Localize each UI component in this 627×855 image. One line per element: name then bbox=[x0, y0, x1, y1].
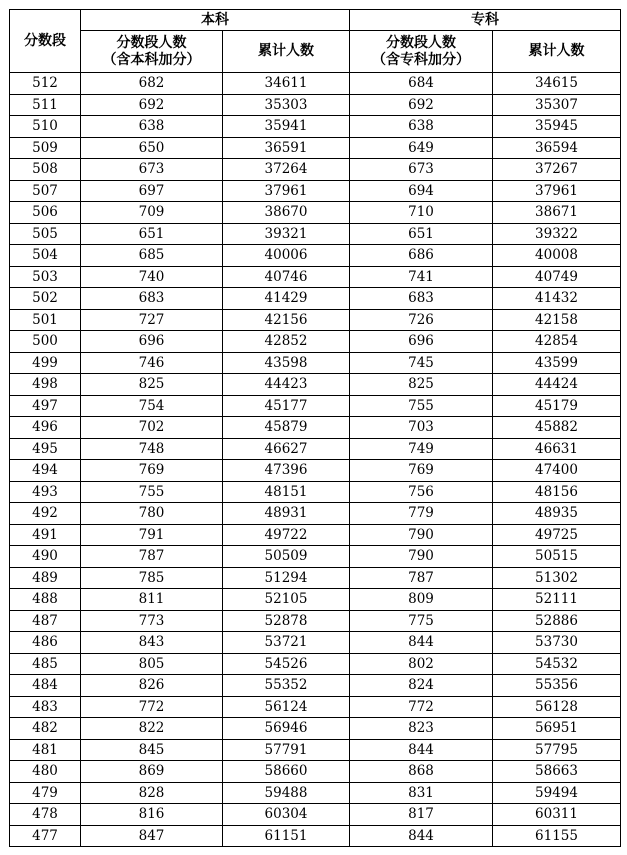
score-cell: 492 bbox=[10, 503, 81, 525]
undergrad-count-cell: 869 bbox=[81, 761, 223, 783]
undergrad-cumulative-cell: 57791 bbox=[223, 739, 350, 761]
junior-count-cell: 749 bbox=[350, 438, 493, 460]
score-cell: 498 bbox=[10, 374, 81, 396]
junior-count-cell: 844 bbox=[350, 632, 493, 654]
junior-cumulative-cell: 50515 bbox=[493, 546, 621, 568]
undergrad-count-cell: 685 bbox=[81, 245, 223, 267]
undergrad-cumulative-cell: 59488 bbox=[223, 782, 350, 804]
undergrad-count-cell: 651 bbox=[81, 223, 223, 245]
undergrad-count-cell: 825 bbox=[81, 374, 223, 396]
score-cell: 478 bbox=[10, 804, 81, 826]
junior-cumulative-cell: 45882 bbox=[493, 417, 621, 439]
undergrad-cumulative-cell: 47396 bbox=[223, 460, 350, 482]
junior-cumulative-cell: 37961 bbox=[493, 180, 621, 202]
undergrad-count-cell: 727 bbox=[81, 309, 223, 331]
junior-count-cell: 817 bbox=[350, 804, 493, 826]
junior-cumulative-cell: 42158 bbox=[493, 309, 621, 331]
table-row bbox=[10, 223, 621, 245]
undergrad-cumulative-cell: 48151 bbox=[223, 481, 350, 503]
junior-count-cell: 844 bbox=[350, 739, 493, 761]
undergrad-cumulative-cell: 51294 bbox=[223, 567, 350, 589]
score-cell: 497 bbox=[10, 395, 81, 417]
score-cell: 479 bbox=[10, 782, 81, 804]
junior-cumulative-cell: 57795 bbox=[493, 739, 621, 761]
junior-count-cell: 694 bbox=[350, 180, 493, 202]
table-row bbox=[10, 73, 621, 95]
undergrad-count-cell: 785 bbox=[81, 567, 223, 589]
undergrad-count-cell: 769 bbox=[81, 460, 223, 482]
junior-cumulative-cell: 49725 bbox=[493, 524, 621, 546]
score-cell: 486 bbox=[10, 632, 81, 654]
undergrad-count-label: 分数段人数 bbox=[116, 34, 187, 51]
score-cell: 495 bbox=[10, 438, 81, 460]
undergrad-cumulative-cell: 55352 bbox=[223, 675, 350, 697]
undergrad-count-cell: 811 bbox=[81, 589, 223, 611]
undergrad-cumulative-cell: 60304 bbox=[223, 804, 350, 826]
junior-count-cell: 809 bbox=[350, 589, 493, 611]
score-cell: 512 bbox=[10, 73, 81, 95]
table-row bbox=[10, 524, 621, 546]
junior-count-note: （含专科加分） bbox=[372, 51, 470, 68]
table-row bbox=[10, 804, 621, 826]
junior-count-cell: 726 bbox=[350, 309, 493, 331]
table-row bbox=[10, 309, 621, 331]
junior-count-cell: 741 bbox=[350, 266, 493, 288]
table-row bbox=[10, 546, 621, 568]
table-row bbox=[10, 782, 621, 804]
score-cell: 480 bbox=[10, 761, 81, 783]
junior-cumulative-cell: 39322 bbox=[493, 223, 621, 245]
undergrad-cumulative-cell: 58660 bbox=[223, 761, 350, 783]
score-cell: 505 bbox=[10, 223, 81, 245]
junior-cumulative-cell: 42854 bbox=[493, 331, 621, 353]
score-cell: 504 bbox=[10, 245, 81, 267]
junior-cumulative-cell: 56128 bbox=[493, 696, 621, 718]
undergrad-count-cell: 702 bbox=[81, 417, 223, 439]
undergrad-cumulative-cell: 50509 bbox=[223, 546, 350, 568]
junior-count-header bbox=[350, 31, 493, 73]
undergrad-count-cell: 748 bbox=[81, 438, 223, 460]
table-row bbox=[10, 696, 621, 718]
table-row bbox=[10, 180, 621, 202]
undergrad-cumulative-cell: 61151 bbox=[223, 825, 350, 847]
table-row bbox=[10, 825, 621, 847]
score-cell: 506 bbox=[10, 202, 81, 224]
score-cell: 499 bbox=[10, 352, 81, 374]
table-row bbox=[10, 159, 621, 181]
undergrad-header: 本科 bbox=[81, 10, 350, 31]
undergrad-cumulative-cell: 36591 bbox=[223, 137, 350, 159]
undergrad-cumulative-cell: 44423 bbox=[223, 374, 350, 396]
table-row bbox=[10, 352, 621, 374]
header-row-2 bbox=[10, 31, 621, 73]
undergrad-cumulative-cell: 42852 bbox=[223, 331, 350, 353]
table-body bbox=[10, 73, 621, 847]
undergrad-cumulative-cell: 54526 bbox=[223, 653, 350, 675]
score-distribution-table bbox=[9, 9, 621, 847]
undergrad-cumulative-cell: 45177 bbox=[223, 395, 350, 417]
junior-count-cell: 802 bbox=[350, 653, 493, 675]
undergrad-count-cell: 787 bbox=[81, 546, 223, 568]
score-segment-header: 分数段 bbox=[10, 10, 81, 73]
table-row bbox=[10, 481, 621, 503]
junior-count-cell: 710 bbox=[350, 202, 493, 224]
undergrad-count-cell: 828 bbox=[81, 782, 223, 804]
score-cell: 483 bbox=[10, 696, 81, 718]
undergrad-count-cell: 845 bbox=[81, 739, 223, 761]
undergrad-cumulative-cell: 45879 bbox=[223, 417, 350, 439]
score-cell: 501 bbox=[10, 309, 81, 331]
score-cell: 484 bbox=[10, 675, 81, 697]
junior-count-cell: 769 bbox=[350, 460, 493, 482]
score-cell: 507 bbox=[10, 180, 81, 202]
score-cell: 503 bbox=[10, 266, 81, 288]
undergrad-count-cell: 682 bbox=[81, 73, 223, 95]
undergrad-count-cell: 843 bbox=[81, 632, 223, 654]
undergrad-count-cell: 692 bbox=[81, 94, 223, 116]
table-row bbox=[10, 632, 621, 654]
junior-count-cell: 703 bbox=[350, 417, 493, 439]
undergrad-cumulative-cell: 35303 bbox=[223, 94, 350, 116]
undergrad-count-header bbox=[81, 31, 223, 73]
score-table-container bbox=[9, 9, 620, 847]
undergrad-count-cell: 780 bbox=[81, 503, 223, 525]
junior-count-cell: 772 bbox=[350, 696, 493, 718]
undergrad-cumulative-cell: 37264 bbox=[223, 159, 350, 181]
score-cell: 510 bbox=[10, 116, 81, 138]
undergrad-cumulative-cell: 52105 bbox=[223, 589, 350, 611]
table-row bbox=[10, 266, 621, 288]
junior-cumulative-cell: 38671 bbox=[493, 202, 621, 224]
junior-cumulative-cell: 40749 bbox=[493, 266, 621, 288]
table-row bbox=[10, 610, 621, 632]
undergrad-count-cell: 683 bbox=[81, 288, 223, 310]
junior-cumulative-cell: 59494 bbox=[493, 782, 621, 804]
junior-cumulative-cell: 45179 bbox=[493, 395, 621, 417]
junior-count-cell: 649 bbox=[350, 137, 493, 159]
junior-count-cell: 823 bbox=[350, 718, 493, 740]
undergrad-count-cell: 805 bbox=[81, 653, 223, 675]
junior-count-cell: 673 bbox=[350, 159, 493, 181]
junior-cumulative-cell: 41432 bbox=[493, 288, 621, 310]
score-cell: 490 bbox=[10, 546, 81, 568]
junior-count-cell: 755 bbox=[350, 395, 493, 417]
junior-cumulative-cell: 51302 bbox=[493, 567, 621, 589]
table-row bbox=[10, 675, 621, 697]
undergrad-cumulative-header: 累计人数 bbox=[223, 31, 350, 73]
table-row bbox=[10, 718, 621, 740]
score-cell: 500 bbox=[10, 331, 81, 353]
undergrad-count-cell: 746 bbox=[81, 352, 223, 374]
table-row bbox=[10, 761, 621, 783]
undergrad-cumulative-cell: 49722 bbox=[223, 524, 350, 546]
junior-cumulative-cell: 54532 bbox=[493, 653, 621, 675]
undergrad-cumulative-cell: 42156 bbox=[223, 309, 350, 331]
junior-cumulative-cell: 48156 bbox=[493, 481, 621, 503]
undergrad-cumulative-cell: 40006 bbox=[223, 245, 350, 267]
junior-cumulative-cell: 35945 bbox=[493, 116, 621, 138]
undergrad-count-cell: 755 bbox=[81, 481, 223, 503]
header-row-1 bbox=[10, 10, 621, 31]
table-row bbox=[10, 503, 621, 525]
junior-cumulative-cell: 46631 bbox=[493, 438, 621, 460]
table-header bbox=[10, 10, 621, 73]
undergrad-count-cell: 754 bbox=[81, 395, 223, 417]
undergrad-count-cell: 847 bbox=[81, 825, 223, 847]
undergrad-count-cell: 773 bbox=[81, 610, 223, 632]
junior-count-cell: 775 bbox=[350, 610, 493, 632]
table-row bbox=[10, 417, 621, 439]
table-row bbox=[10, 331, 621, 353]
junior-cumulative-cell: 55356 bbox=[493, 675, 621, 697]
undergrad-count-cell: 696 bbox=[81, 331, 223, 353]
undergrad-count-cell: 650 bbox=[81, 137, 223, 159]
junior-count-cell: 790 bbox=[350, 546, 493, 568]
table-row bbox=[10, 438, 621, 460]
undergrad-cumulative-cell: 56124 bbox=[223, 696, 350, 718]
undergrad-cumulative-cell: 40746 bbox=[223, 266, 350, 288]
score-cell: 508 bbox=[10, 159, 81, 181]
junior-cumulative-cell: 36594 bbox=[493, 137, 621, 159]
junior-count-cell: 696 bbox=[350, 331, 493, 353]
score-cell: 485 bbox=[10, 653, 81, 675]
score-cell: 477 bbox=[10, 825, 81, 847]
score-cell: 511 bbox=[10, 94, 81, 116]
junior-cumulative-cell: 43599 bbox=[493, 352, 621, 374]
junior-count-cell: 686 bbox=[350, 245, 493, 267]
junior-cumulative-cell: 60311 bbox=[493, 804, 621, 826]
score-cell: 494 bbox=[10, 460, 81, 482]
score-cell: 488 bbox=[10, 589, 81, 611]
undergrad-cumulative-cell: 37961 bbox=[223, 180, 350, 202]
table-row bbox=[10, 739, 621, 761]
junior-count-cell: 651 bbox=[350, 223, 493, 245]
undergrad-cumulative-cell: 34611 bbox=[223, 73, 350, 95]
table-row bbox=[10, 460, 621, 482]
junior-cumulative-cell: 52111 bbox=[493, 589, 621, 611]
junior-count-label: 分数段人数 bbox=[386, 34, 456, 51]
junior-count-cell: 756 bbox=[350, 481, 493, 503]
junior-cumulative-cell: 35307 bbox=[493, 94, 621, 116]
score-cell: 481 bbox=[10, 739, 81, 761]
undergrad-count-cell: 709 bbox=[81, 202, 223, 224]
table-row bbox=[10, 567, 621, 589]
junior-cumulative-cell: 52886 bbox=[493, 610, 621, 632]
junior-cumulative-cell: 58663 bbox=[493, 761, 621, 783]
junior-count-cell: 779 bbox=[350, 503, 493, 525]
undergrad-cumulative-cell: 48931 bbox=[223, 503, 350, 525]
junior-count-cell: 787 bbox=[350, 567, 493, 589]
table-row bbox=[10, 116, 621, 138]
junior-count-cell: 824 bbox=[350, 675, 493, 697]
table-row bbox=[10, 94, 621, 116]
undergrad-cumulative-cell: 52878 bbox=[223, 610, 350, 632]
junior-count-cell: 745 bbox=[350, 352, 493, 374]
undergrad-count-cell: 826 bbox=[81, 675, 223, 697]
junior-cumulative-cell: 61155 bbox=[493, 825, 621, 847]
undergrad-count-cell: 822 bbox=[81, 718, 223, 740]
undergrad-cumulative-cell: 39321 bbox=[223, 223, 350, 245]
junior-cumulative-cell: 48935 bbox=[493, 503, 621, 525]
junior-cumulative-cell: 53730 bbox=[493, 632, 621, 654]
undergrad-count-cell: 772 bbox=[81, 696, 223, 718]
undergrad-count-cell: 638 bbox=[81, 116, 223, 138]
score-cell: 502 bbox=[10, 288, 81, 310]
junior-cumulative-header: 累计人数 bbox=[493, 31, 621, 73]
junior-cumulative-cell: 37267 bbox=[493, 159, 621, 181]
junior-count-cell: 638 bbox=[350, 116, 493, 138]
table-row bbox=[10, 395, 621, 417]
junior-cumulative-cell: 34615 bbox=[493, 73, 621, 95]
table-row bbox=[10, 374, 621, 396]
table-row bbox=[10, 137, 621, 159]
junior-count-cell: 790 bbox=[350, 524, 493, 546]
table-row bbox=[10, 202, 621, 224]
table-row bbox=[10, 245, 621, 267]
junior-cumulative-cell: 44424 bbox=[493, 374, 621, 396]
undergrad-count-note: （含本科加分） bbox=[102, 51, 201, 68]
table-row bbox=[10, 288, 621, 310]
score-cell: 496 bbox=[10, 417, 81, 439]
junior-count-cell: 684 bbox=[350, 73, 493, 95]
junior-count-cell: 831 bbox=[350, 782, 493, 804]
undergrad-cumulative-cell: 41429 bbox=[223, 288, 350, 310]
undergrad-cumulative-cell: 56946 bbox=[223, 718, 350, 740]
junior-cumulative-cell: 40008 bbox=[493, 245, 621, 267]
table-row bbox=[10, 589, 621, 611]
undergrad-count-cell: 791 bbox=[81, 524, 223, 546]
undergrad-count-cell: 816 bbox=[81, 804, 223, 826]
undergrad-cumulative-cell: 43598 bbox=[223, 352, 350, 374]
undergrad-cumulative-cell: 46627 bbox=[223, 438, 350, 460]
score-cell: 491 bbox=[10, 524, 81, 546]
score-cell: 487 bbox=[10, 610, 81, 632]
junior-cumulative-cell: 47400 bbox=[493, 460, 621, 482]
undergrad-cumulative-cell: 38670 bbox=[223, 202, 350, 224]
score-cell: 489 bbox=[10, 567, 81, 589]
undergrad-count-cell: 673 bbox=[81, 159, 223, 181]
score-cell: 482 bbox=[10, 718, 81, 740]
junior-count-cell: 868 bbox=[350, 761, 493, 783]
table-row bbox=[10, 653, 621, 675]
undergrad-cumulative-cell: 35941 bbox=[223, 116, 350, 138]
junior-count-cell: 683 bbox=[350, 288, 493, 310]
score-cell: 509 bbox=[10, 137, 81, 159]
undergrad-count-cell: 697 bbox=[81, 180, 223, 202]
undergrad-count-cell: 740 bbox=[81, 266, 223, 288]
score-cell: 493 bbox=[10, 481, 81, 503]
junior-count-cell: 844 bbox=[350, 825, 493, 847]
junior-count-cell: 692 bbox=[350, 94, 493, 116]
junior-header: 专科 bbox=[350, 10, 621, 31]
undergrad-cumulative-cell: 53721 bbox=[223, 632, 350, 654]
junior-cumulative-cell: 56951 bbox=[493, 718, 621, 740]
junior-count-cell: 825 bbox=[350, 374, 493, 396]
